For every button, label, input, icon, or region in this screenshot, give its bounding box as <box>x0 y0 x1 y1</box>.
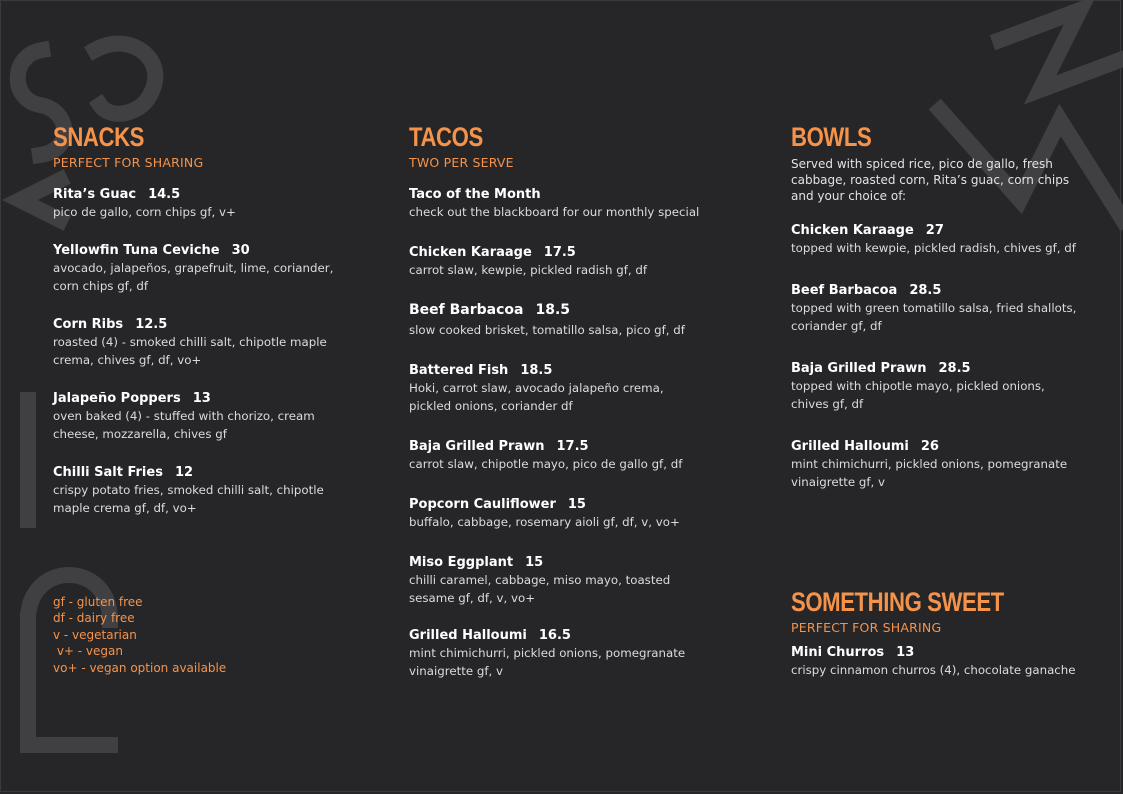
item-description: pico de gallo, corn chips gf, v+ <box>53 205 236 219</box>
item-name: Chilli Salt Fries <box>53 465 163 480</box>
item-price: 14.5 <box>148 187 181 202</box>
item-price: 28.5 <box>909 283 942 298</box>
legend-df: df - dairy free <box>53 611 135 626</box>
item-name: Grilled Halloumi <box>409 628 527 643</box>
menu-item <box>409 359 684 415</box>
item-description: chilli caramel, cabbage, miso mayo, toasted sesame gf, df, v, vo+ <box>409 573 671 605</box>
item-price: 12.5 <box>135 317 168 332</box>
item-name: Chicken Karaage <box>409 245 532 260</box>
item-name: Grilled Halloumi <box>791 439 909 454</box>
item-price: 15 <box>567 497 586 512</box>
menu-item <box>53 239 353 295</box>
menu-item <box>409 241 647 279</box>
item-description: carrot slaw, kewpie, pickled radish gf, df <box>409 263 648 277</box>
item-name: Miso Eggplant <box>409 555 514 570</box>
item-description: Hoki, carrot slaw, avocado jalapeño crema, pickled onions, coriander df <box>409 381 664 413</box>
item-description: mint chimichurri, pickled onions, pomegranate vinaigrette gf, v <box>791 457 1068 489</box>
legend-vegan: v+ - vegan <box>53 644 123 659</box>
item-name: Taco of the Month <box>409 187 541 202</box>
sweet-subtitle: PERFECT FOR SHARING <box>791 620 942 635</box>
menu-item <box>409 551 689 607</box>
item-description: check out the blackboard for our monthly special <box>409 205 700 219</box>
item-description: buffalo, cabbage, rosemary aioli gf, df, v, vo+ <box>409 515 680 529</box>
legend-gf: gf - gluten free <box>53 595 143 609</box>
item-description: oven baked (4) - stuffed with chorizo, cream cheese, mozzarella, chives gf <box>53 409 315 441</box>
item-name: Yellowfin Tuna Ceviche <box>53 243 220 258</box>
bowls-section <box>791 122 1091 204</box>
bowls-intro: Served with spiced rice, pico de gallo, fresh cabbage, roasted corn, Rita’s guac, corn chips and your choice of: <box>791 157 1070 203</box>
item-price: 28.5 <box>938 361 971 376</box>
snacks-items <box>53 183 353 523</box>
item-price: 13 <box>896 645 915 660</box>
snacks-title: SNACKS <box>53 122 145 152</box>
item-price: 26 <box>920 439 939 454</box>
menu-item <box>53 313 343 369</box>
menu-item <box>409 624 709 680</box>
item-name: Beef Barbacoa <box>791 283 898 298</box>
menu-item <box>409 435 682 473</box>
item-price: 27 <box>925 223 944 238</box>
item-description: mint chimichurri, pickled onions, pomegranate vinaigrette gf, v <box>409 646 686 678</box>
legend-vo: vo+ - vegan option available <box>53 660 227 675</box>
snacks-section <box>53 122 353 170</box>
item-name: Corn Ribs <box>53 317 124 332</box>
menu-item <box>53 387 338 443</box>
item-price: 15 <box>525 555 544 570</box>
bowls-items <box>791 219 1096 499</box>
item-description: crispy potato fries, smoked chilli salt, chipotle maple crema gf, df, vo+ <box>53 483 324 515</box>
tacos-items <box>409 183 729 683</box>
item-name: Mini Churros <box>791 645 885 660</box>
item-name: Popcorn Cauliflower <box>409 497 556 512</box>
item-price: 16.5 <box>538 628 571 643</box>
dietary-legend <box>53 594 226 676</box>
item-description: topped with green tomatillo salsa, fried shallots, coriander gf, df <box>791 301 1077 333</box>
menu-item <box>409 183 699 221</box>
item-description: carrot slaw, chipotle mayo, pico de gallo gf, df <box>409 457 683 471</box>
item-price: 18.5 <box>520 363 553 378</box>
item-name: Jalapeño Poppers <box>53 391 181 406</box>
item-price: 17.5 <box>556 439 589 454</box>
menu-item <box>791 279 1086 335</box>
menu-item <box>53 183 236 221</box>
item-name: Battered Fish <box>409 363 509 378</box>
item-description: roasted (4) - smoked chilli salt, chipotle maple crema, chives gf, df, vo+ <box>53 335 327 367</box>
menu-item <box>791 641 1101 679</box>
menu-item <box>791 219 1096 257</box>
item-description: topped with kewpie, pickled radish, chives gf, df <box>791 241 1076 255</box>
sweet-title: SOMETHING SWEET <box>791 587 1004 617</box>
item-price: 30 <box>231 243 250 258</box>
item-name: Chicken Karaage <box>791 223 914 238</box>
item-description: avocado, jalapeños, grapefruit, lime, coriander, corn chips gf, df <box>53 261 334 293</box>
item-description: crispy cinnamon churros (4), chocolate ganache <box>791 663 1076 677</box>
menu-item <box>53 461 338 517</box>
menu-item <box>409 493 680 531</box>
item-price: 17.5 <box>543 245 576 260</box>
item-price: 12 <box>174 465 194 480</box>
item-name: Beef Barbacoa <box>409 302 524 318</box>
tacos-title: TACOS <box>409 122 483 152</box>
tacos-subtitle: TWO PER SERVE <box>409 155 514 170</box>
item-price: 13 <box>192 391 211 406</box>
menu-item <box>791 357 1076 413</box>
menu-item <box>791 435 1091 491</box>
item-description: topped with chipotle mayo, pickled onions, chives gf, df <box>791 379 1045 411</box>
item-description: slow cooked brisket, tomatillo salsa, pico gf, df <box>409 323 685 337</box>
legend-v: v - vegetarian <box>53 627 137 642</box>
item-name: Rita’s Guac <box>53 187 137 202</box>
sweet-section <box>791 587 1101 679</box>
item-name: Baja Grilled Prawn <box>791 361 927 376</box>
item-price: 18.5 <box>535 302 571 318</box>
tacos-section <box>409 122 729 170</box>
item-name: Baja Grilled Prawn <box>409 439 545 454</box>
snacks-subtitle: PERFECT FOR SHARING <box>53 155 204 170</box>
bowls-title: BOWLS <box>791 122 872 152</box>
menu-item <box>409 299 685 339</box>
